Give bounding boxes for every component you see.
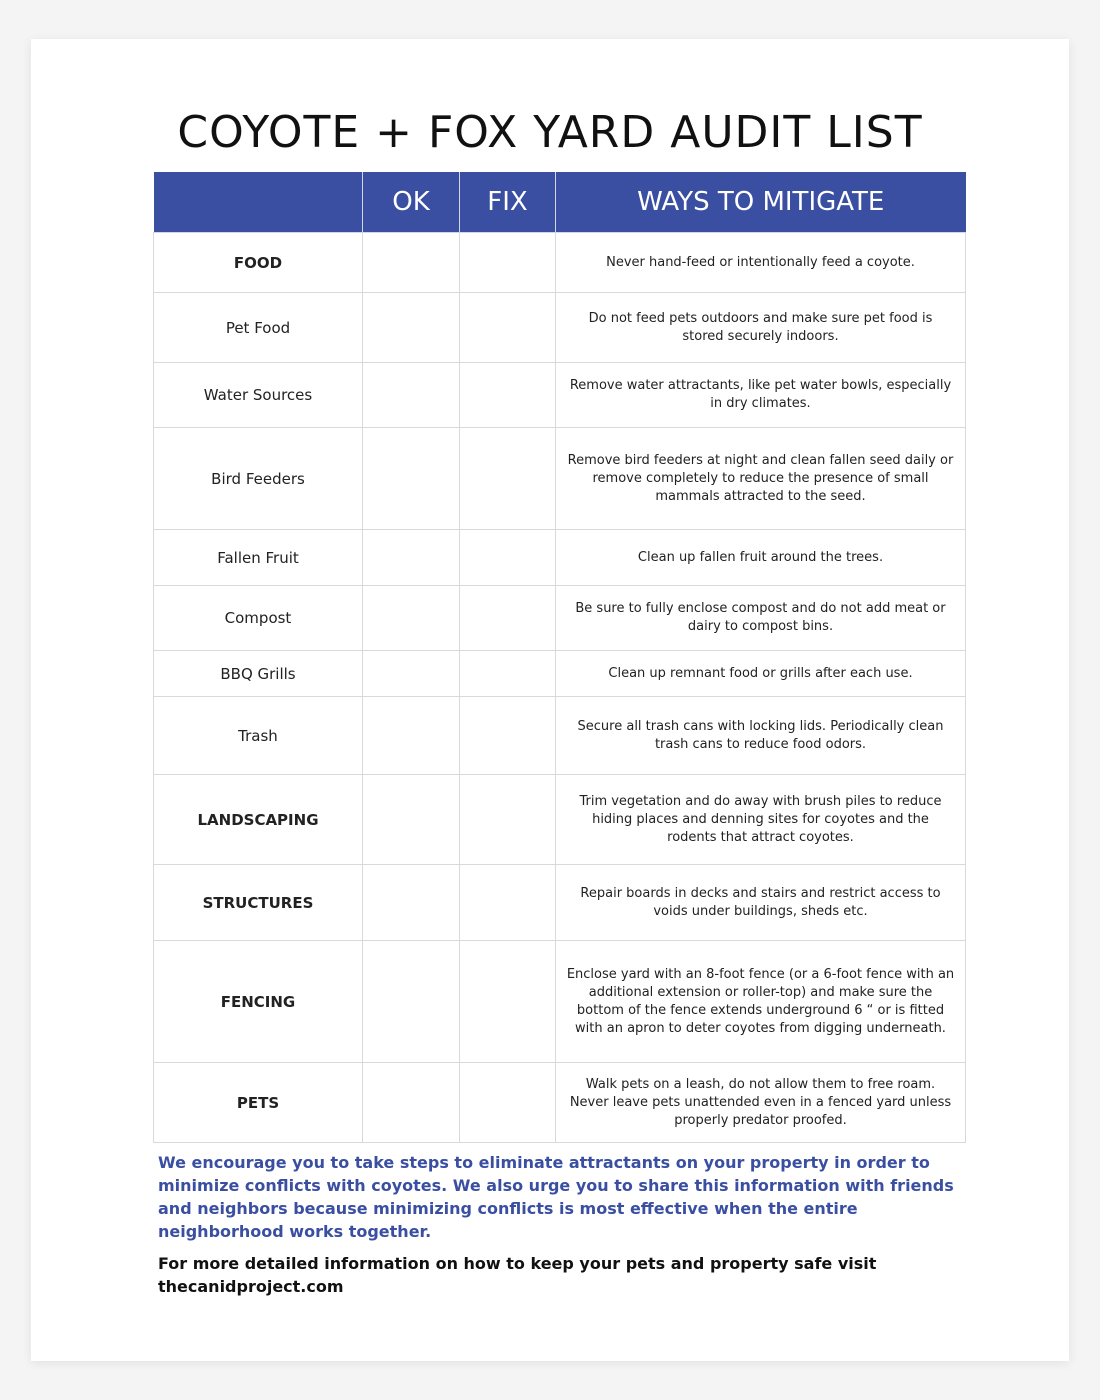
ok-checkbox-cell[interactable] [363,428,460,530]
fix-checkbox-cell[interactable] [460,428,556,530]
table-row [154,530,966,586]
ok-checkbox-cell[interactable] [363,697,460,775]
row-mitigation-text: Walk pets on a leash, do not allow them to free roam. Never leave pets unattended even in a fenced yard unless properly predator proofed. [556,1063,966,1143]
header-ways-to-mitigate: WAYS TO MITIGATE [556,172,966,233]
header-fix: FIX [460,172,556,233]
ok-checkbox-cell[interactable] [363,233,460,293]
row-item-label: STRUCTURES [154,865,363,941]
row-mitigation-text: Do not feed pets outdoors and make sure pet food is stored securely indoors. [556,293,966,363]
header-item [154,172,363,233]
ok-checkbox-cell[interactable] [363,865,460,941]
row-mitigation-text: Never hand-feed or intentionally feed a coyote. [556,233,966,293]
fix-checkbox-cell[interactable] [460,233,556,293]
row-mitigation-text: Be sure to fully enclose compost and do not add meat or dairy to compost bins. [556,586,966,651]
table-row [154,651,966,697]
ok-checkbox-cell[interactable] [363,586,460,651]
fix-checkbox-cell[interactable] [460,363,556,428]
fix-checkbox-cell[interactable] [460,530,556,586]
row-item-label: Trash [154,697,363,775]
ok-checkbox-cell[interactable] [363,941,460,1063]
audit-table [153,172,966,1143]
row-mitigation-text: Trim vegetation and do away with brush piles to reduce hiding places and denning sites for coyotes and the rodents that attract coyotes. [556,775,966,865]
row-item-label: FOOD [154,233,363,293]
row-mitigation-text: Remove bird feeders at night and clean fallen seed daily or remove completely to reduce the presence of small mammals attracted to the seed. [556,428,966,530]
row-mitigation-text: Secure all trash cans with locking lids. Periodically clean trash cans to reduce food odors. [556,697,966,775]
row-item-label: BBQ Grills [154,651,363,697]
table-row [154,586,966,651]
row-mitigation-text: Clean up remnant food or grills after each use. [556,651,966,697]
ok-checkbox-cell[interactable] [363,363,460,428]
more-info-paragraph: For more detailed information on how to keep your pets and property safe visit thecanidproject.com [158,1254,877,1296]
row-item-label: Compost [154,586,363,651]
fix-checkbox-cell[interactable] [460,1063,556,1143]
row-mitigation-text: Remove water attractants, like pet water bowls, especially in dry climates. [556,363,966,428]
fix-checkbox-cell[interactable] [460,865,556,941]
table-row [154,697,966,775]
table-row [154,1063,966,1143]
fix-checkbox-cell[interactable] [460,697,556,775]
row-item-label: Pet Food [154,293,363,363]
page-title: COYOTE + FOX YARD AUDIT LIST [177,107,923,158]
row-item-label: FENCING [154,941,363,1063]
fix-checkbox-cell[interactable] [460,775,556,865]
table-header-row [154,172,966,233]
row-mitigation-text: Enclose yard with an 8-foot fence (or a 6-foot fence with an additional extension or roller-top) and make sure the bottom of the fence extends underground 6 “ or is fitted with an apron to deter coyotes from digging underneath. [556,941,966,1063]
table-row [154,865,966,941]
row-mitigation-text: Clean up fallen fruit around the trees. [556,530,966,586]
table-row [154,293,966,363]
header-ok: OK [363,172,460,233]
table-row [154,363,966,428]
table-row [154,941,966,1063]
encourage-paragraph: We encourage you to take steps to eliminate attractants on your property in order to minimize conflicts with coyotes. We also urge you to share this information with friends and neighbors because minimizing conflicts is most effective when the entire neighborhood works together. [158,1153,954,1241]
ok-checkbox-cell[interactable] [363,530,460,586]
fix-checkbox-cell[interactable] [460,586,556,651]
table-row [154,233,966,293]
row-item-label: Bird Feeders [154,428,363,530]
ok-checkbox-cell[interactable] [363,651,460,697]
table-row [154,428,966,530]
ok-checkbox-cell[interactable] [363,293,460,363]
row-item-label: Water Sources [154,363,363,428]
fix-checkbox-cell[interactable] [460,941,556,1063]
fix-checkbox-cell[interactable] [460,651,556,697]
row-item-label: Fallen Fruit [154,530,363,586]
ok-checkbox-cell[interactable] [363,1063,460,1143]
fix-checkbox-cell[interactable] [460,293,556,363]
table-row [154,775,966,865]
ok-checkbox-cell[interactable] [363,775,460,865]
row-item-label: PETS [154,1063,363,1143]
row-item-label: LANDSCAPING [154,775,363,865]
row-mitigation-text: Repair boards in decks and stairs and restrict access to voids under buildings, sheds etc. [556,865,966,941]
